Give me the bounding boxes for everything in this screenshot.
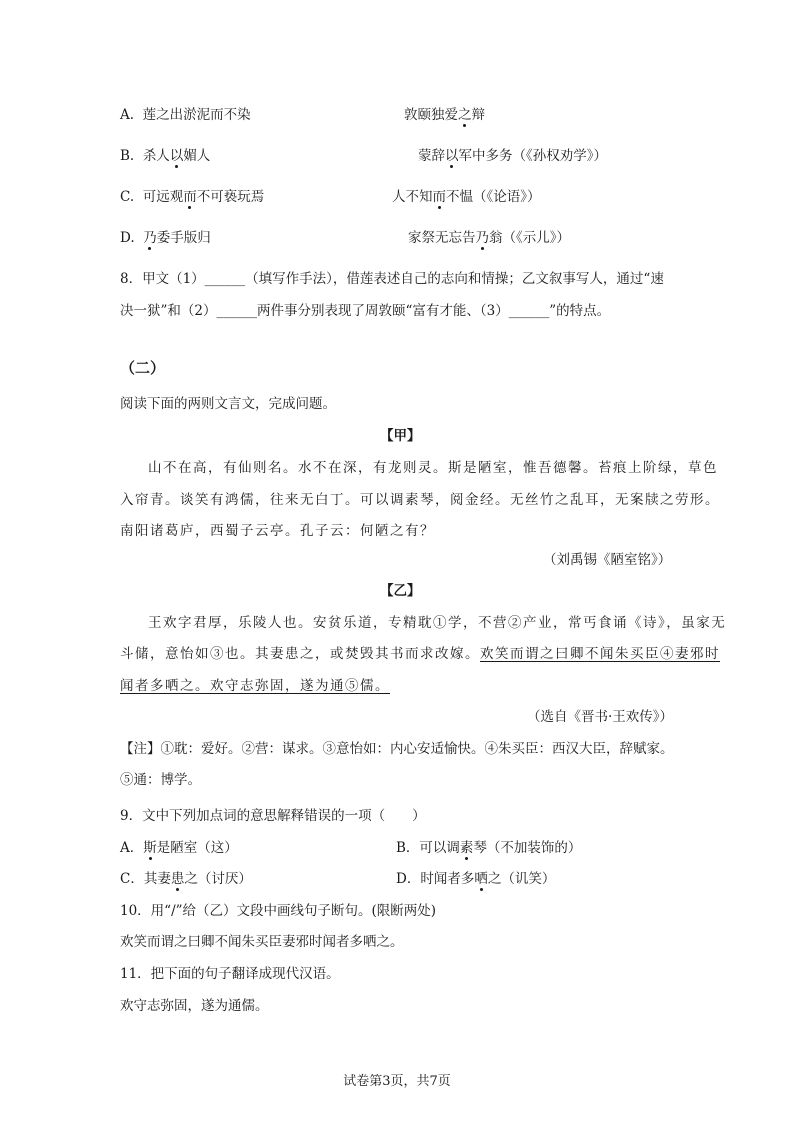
passage-jia-line: 南阳诸葛庐，西蜀子云亭。孔子云：何陋之有？ bbox=[120, 523, 435, 539]
q10-sentence: 欢笑而谓之曰卿不闻朱买臣妻邪时闻者多哂之。 bbox=[120, 934, 404, 950]
q7-option-b-compare: 蒙辞以军中多务（《孙权劝学》） bbox=[418, 148, 607, 164]
q11-sentence: 欢守志弥固，遂为通儒。 bbox=[120, 998, 269, 1014]
notes-line2: ⑤通：博学。 bbox=[120, 772, 201, 788]
q9-option-a: A．斯是陋室（这） bbox=[120, 840, 238, 856]
q7-option-a: A. 莲之出淤泥而不染 bbox=[120, 107, 251, 123]
passage-yi-line: 王欢字君厚，乐陵人也。安贫乐道，专精耽①学，不营②产业，常丐食诵《诗》，虽家无 bbox=[148, 615, 727, 631]
passage-yi-source: （选自《晋书·王欢传》） bbox=[527, 709, 674, 725]
q8-line2: 决一狱”和（2）______两件事分别表现了周敦颐“富有才能、（3）______”的特点。 bbox=[120, 303, 611, 319]
underlined-sentence: 闻者多哂之。欢守志弥固，遂为通⑤儒。 bbox=[120, 678, 390, 694]
q11-stem: 11．把下面的句子翻译成现代汉语。 bbox=[120, 966, 340, 982]
passage-jia-source: （刘禹锡《陋室铭》） bbox=[543, 552, 672, 568]
q7-option-d-compare: 家祭无忘告乃翁（《示儿》） bbox=[408, 230, 570, 246]
passage-yi-label: 【乙】 bbox=[380, 583, 421, 599]
q8-line1: 8．甲文（1）______（填写作手法），借莲表述自己的志向和情操；乙文叙事写人，通过“速 bbox=[120, 271, 664, 287]
passage-yi-line: 斗储，意怡如③也。其妻患之，或焚毁其书而求改嫁。欢笑而谓之曰卿不闻朱买臣④妻邪时 bbox=[120, 646, 720, 662]
q10-stem: 10．用“/”给（乙）文段中画线句子断句。(限断两处) bbox=[120, 903, 437, 919]
q7-option-b: B. 杀人以媚人 bbox=[120, 148, 211, 164]
q9-stem: 9．文中下列加点词的意思解释错误的一项（ ） bbox=[120, 808, 426, 824]
passage-jia-line: 入帘青。谈笑有鸿儒，往来无白丁。可以调素琴，阅金经。无丝竹之乱耳，无案牍之劳形。 bbox=[120, 492, 720, 508]
page-footer: 试卷第3页，共7页 bbox=[343, 1074, 451, 1089]
underlined-sentence: 欢笑而谓之曰卿不闻朱买臣④妻邪时 bbox=[480, 646, 720, 662]
q7-option-a-compare: 敦颐独爱之辩 bbox=[404, 107, 485, 123]
q7-option-c: C. 可远观而不可亵玩焉 bbox=[120, 189, 265, 205]
q7-option-c-compare: 人不知而不愠（《论语》） bbox=[392, 189, 541, 205]
section-intro: 阅读下面的两则文言文，完成问题。 bbox=[120, 396, 336, 412]
q9-option-c: C．其妻患之（讨厌） bbox=[120, 871, 252, 887]
q9-option-b: B．可以调素琴（不加装饰的） bbox=[396, 840, 582, 856]
notes-line1: 【注】①耽：爱好。②营：谋求。③意怡如：内心安适愉快。④朱买臣：西汉大臣，辞赋家。 bbox=[120, 741, 674, 757]
section-heading: （二） bbox=[120, 359, 166, 377]
passage-jia-label: 【甲】 bbox=[380, 428, 421, 444]
passage-jia-line: 山不在高，有仙则名。水不在深，有龙则灵。斯是陋室，惟吾德馨。苔痕上阶绿，草色 bbox=[148, 460, 718, 476]
q9-option-d: D．时闻者多哂之（讥笑） bbox=[396, 871, 556, 887]
q7-option-d: D. 乃委手版归 bbox=[120, 230, 211, 246]
